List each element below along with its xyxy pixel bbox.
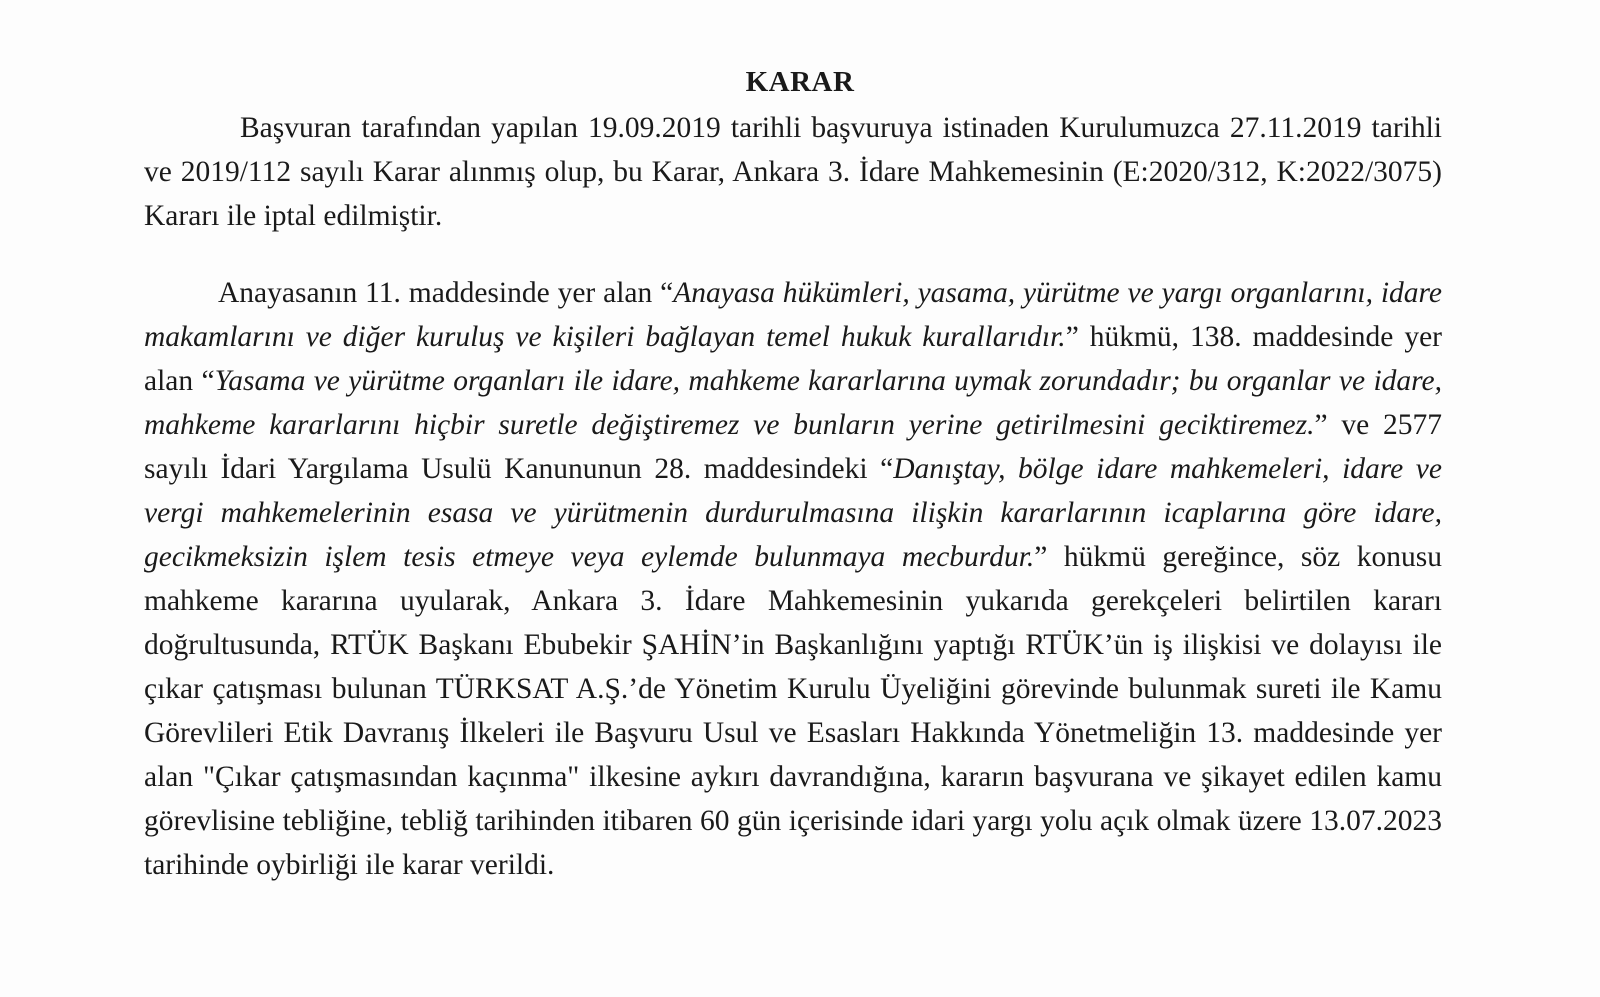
document-title: KARAR: [745, 66, 855, 98]
decision-text-part-3: ” ve 2577 sayılı İdari Yargılama Usulü Kanununun 28. maddesindeki “: [144, 409, 1443, 485]
paragraph-decision: [144, 271, 1442, 887]
paragraph-background: Başvuran tarafından yapılan 19.09.2019 tarihli başvuruya istinaden Kurulumuzca 27.11.2019 tarihli ve 2019/112 sayılı Karar alınmış olup, bu Karar, Ankara 3. İdare Mahkemesinin (E:2020/312, K:2022/3075) Kararı ile iptal edilmiştir.: [144, 112, 1442, 232]
decision-text-part-2: ” hükmü, 138. maddesinde yer alan “: [144, 321, 1442, 397]
decision-text-part-1: Anayasanın 11. maddesinde yer alan “: [218, 277, 674, 309]
constitution-article-138-quote: Yasama ve yürütme organları ile idare, mahkeme kararlarına uymak zorundadır; bu organlar ve idare, mahkeme kararlarını hiçbir suretle değiştiremez ve bunların yerine getirilmesini geciktiremez.: [144, 365, 1442, 441]
decision-text-part-4: ” hükmü gereğince, söz konusu mahkeme kararına uyularak, Ankara 3. İdare Mahkemesinin yukarıda gerekçeleri belirtilen kararı doğrultusunda, RTÜK Başkanı Ebubekir ŞAHİN’in Başkanlığını yaptığı RTÜK’ün iş ilişkisi ve dolayısı ile çıkar çatışması bulunan TÜRKSAT A.Ş.’de Yönetim Kurulu Üyeliğini görevinde bulunmak sureti ile Kamu Görevlileri Etik Davranış İlkeleri ile Başvuru Usul ve Esasları Hakkında Yönetmeliğin 13. maddesinde yer alan "Çıkar çatışmasından kaçınma" ilkesine aykırı davrandığına, kararın başvurana ve şikayet edilen kamu görevlisine tebliğine, tebliğ tarihinden itibaren 60 gün içerisinde idari yargı yolu açık olmak üzere 13.07.2023 tarihinde oybirliği ile karar verildi.: [144, 541, 1442, 881]
constitution-article-11-quote: Anayasa hükümleri, yasama, yürütme ve yargı organlarını, idare makamlarını ve diğer kuruluş ve kişileri bağlayan temel hukuk kurallarıdır.: [144, 277, 1442, 353]
law-2577-article-28-quote: Danıştay, bölge idare mahkemeleri, idare ve vergi mahkemelerinin esasa ve yürütmenin durdurulmasına ilişkin kararlarının icaplarına göre idare, gecikmeksizin işlem tesis etmeye veya eylemde bulunmaya mecburdur.: [144, 453, 1442, 573]
